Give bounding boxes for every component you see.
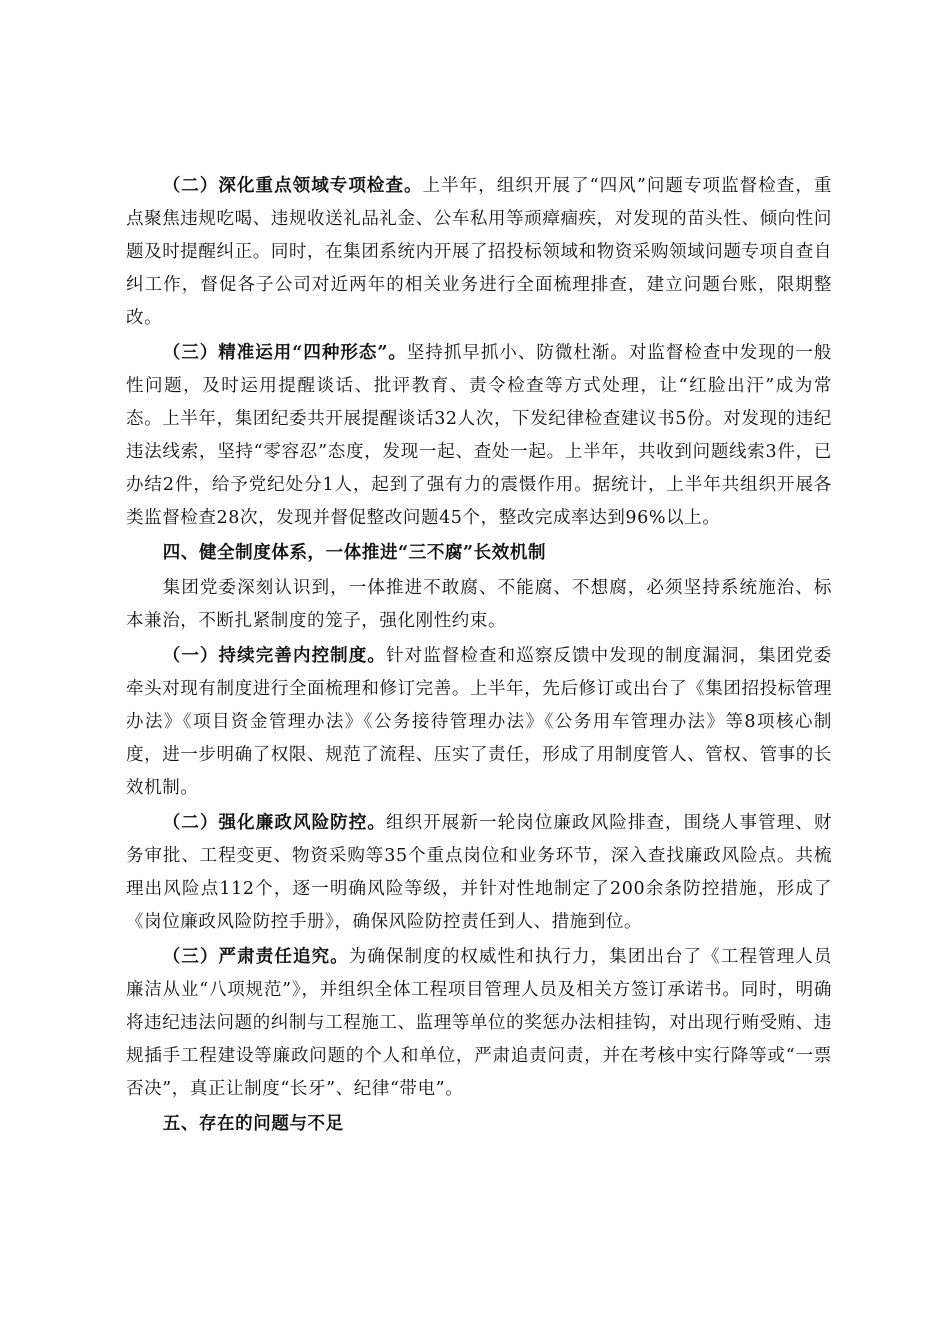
- paragraph-text: 上半年，组织开展了“四风”问题专项监督检查，重点聚焦违规吃喝、违规收送礼品礼金、公车私用等顽瘴痼疾，对发现的苗头性、倾向性问题及时提醒纠正。同时，在集团系统内开展了招投标领域和物资采购领域问题专项自查自纠工作，督促各子公司对近两年的相关业务进行全面梳理排查，建立问题台账，限期整改。: [126, 176, 832, 328]
- paragraph-special-inspection: [126, 170, 832, 335]
- paragraph-text: 坚持抓早抓小、防微杜渐。对监督检查中发现的一般性问题，及时运用提醒谈话、批评教育、责令检查等方式处理，让“红脸出汗”成为常态。上半年，集团纪委共开展提醒谈话32人次，下发纪律检查建议书5份。对发现的违纪违法线索，坚持“零容忍”态度，发现一起、查处一起。上半年，共收到问题线索3件，已办结2件，给予党纪处分1人，起到了强有力的震慑作用。据统计，上半年共组织开展各类监督检查28次，发现并督促整改问题45个，整改完成率达到96%以上。: [126, 343, 832, 528]
- paragraph-accountability: [126, 941, 832, 1106]
- paragraph-four-forms: [126, 337, 832, 535]
- paragraph-lead: （二）强化廉政风险防控。: [162, 813, 386, 833]
- paragraph-intro: [126, 572, 832, 638]
- paragraph-text: 组织开展新一轮岗位廉政风险排查，围绕人事管理、财务审批、工程变更、物资采购等35个重点岗位和业务环节，深入查找廉政风险点。共梳理出风险点112个，逐一明确风险等级，并针对性地制定了200余条防控措施，形成了《岗位廉政风险防控手册》，确保风险防控责任到人、措施到位。: [126, 813, 832, 932]
- paragraph-text: 针对监督检查和巡察反馈中发现的制度漏洞，集团党委牵头对现有制度进行全面梳理和修订完善。上半年，先后修订或出台了《集团招投标管理办法》《项目资金管理办法》《公务接待管理办法》《公务用车管理办法》等8项核心制度，进一步明确了权限、规范了流程、压实了责任，形成了用制度管人、管权、管事的长效机制。: [126, 646, 832, 798]
- paragraph-internal-control: [126, 640, 832, 805]
- paragraph-text: 为确保制度的权威性和执行力，集团出台了《工程管理人员廉洁从业“八项规范”》，并组织全体工程项目管理人员及相关方签订承诺书。同时，明确将违纪违法问题的纠制与工程施工、监理等单位的奖惩办法相挂钩，对出现行贿受贿、违规插手工程建设等廉政问题的个人和单位，严肃追责问责，并在考核中实行降等或“一票否决”，真正让制度“长牙”、纪律“带电”。: [126, 947, 832, 1099]
- section-heading-five: 五、存在的问题与不足: [162, 1114, 344, 1134]
- paragraph-text: 集团党委深刻认识到，一体推进不敢腐、不能腐、不想腐，必须坚持系统施治、标本兼治，不断扎紧制度的笼子，强化刚性约束。: [126, 578, 832, 631]
- paragraph-lead: （二）深化重点领域专项检查。: [162, 176, 423, 196]
- paragraph-risk-control: [126, 807, 832, 939]
- document-body: [126, 170, 832, 1143]
- paragraph-lead: （三）严肃责任追究。: [162, 947, 349, 967]
- paragraph-lead: （一）持续完善内控制度。: [162, 646, 386, 666]
- section-heading-four: 四、健全制度体系，一体推进“三不腐”长效机制: [162, 543, 547, 563]
- paragraph-lead: （三）精准运用“四种形态”。: [162, 343, 407, 363]
